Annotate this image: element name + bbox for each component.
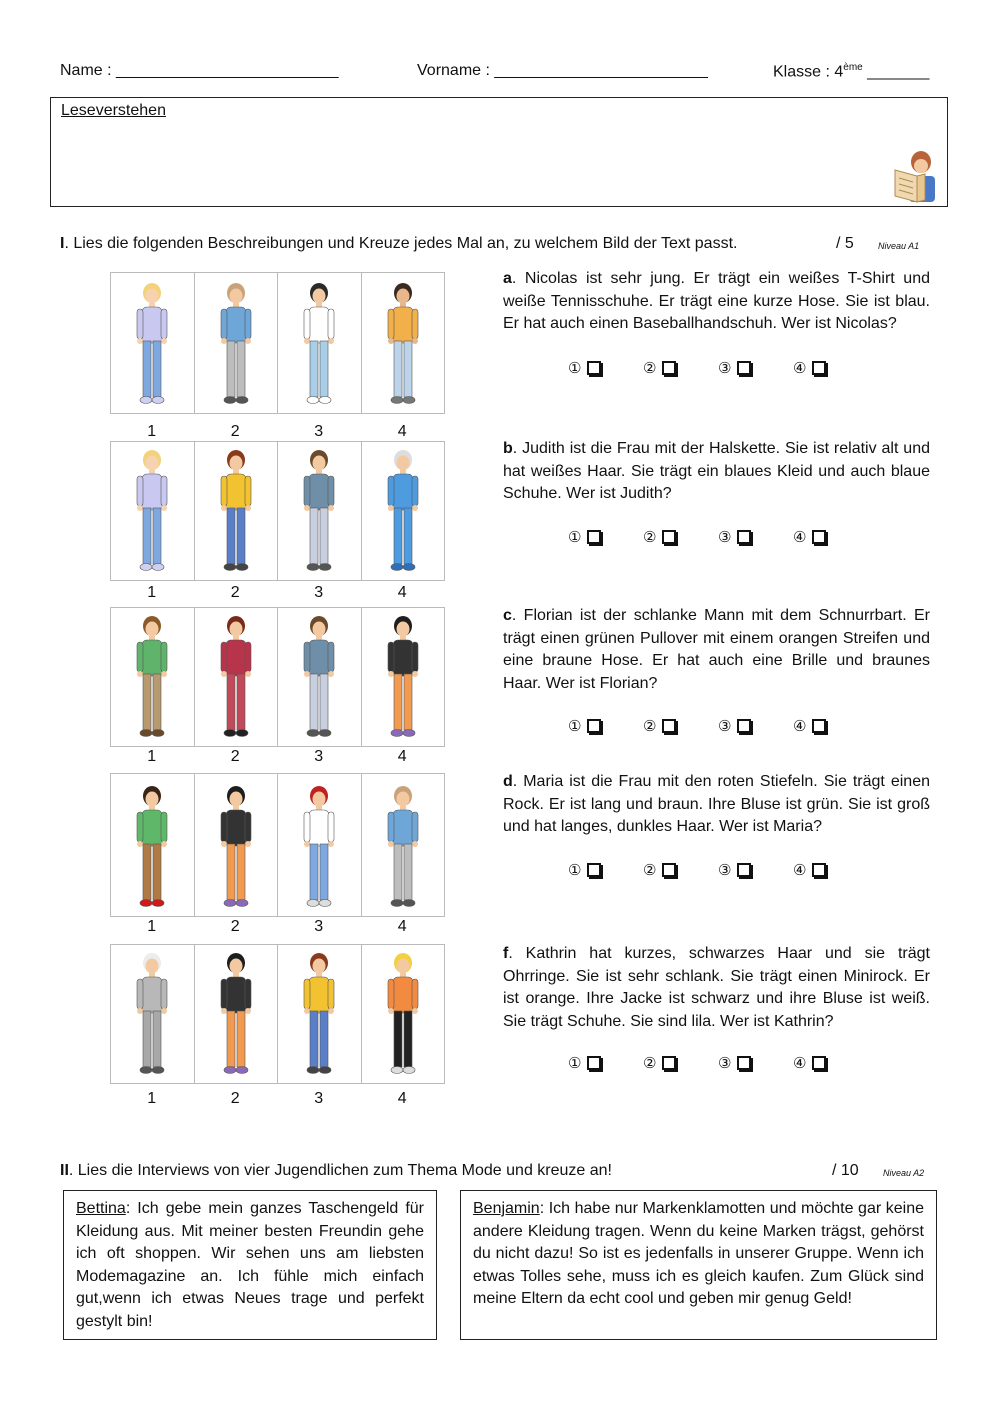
answer-option-2[interactable] xyxy=(643,528,718,546)
option-number: ② xyxy=(643,1055,657,1072)
name-field[interactable] xyxy=(60,62,338,80)
question-letter: d xyxy=(503,773,513,790)
answer-options xyxy=(568,359,868,377)
option-number: ④ xyxy=(793,529,807,546)
answer-option-2[interactable] xyxy=(643,1054,718,1072)
klasse-blank: _______ xyxy=(862,63,930,81)
person-figure-3 xyxy=(277,607,362,747)
option-number: ③ xyxy=(718,360,732,377)
question-text: . Florian ist der schlanke Mann mit dem Schnurrbart. Er trägt einen grünen Pullover mit einem orangen Streifen und eine braune Hose. Er hat auch eine Brille und braunes Haar. Wer ist Florian? xyxy=(503,607,930,692)
klasse-label: Klasse : 4 xyxy=(773,63,844,81)
picture-number: 3 xyxy=(314,918,324,935)
person-figure-4 xyxy=(361,607,446,747)
picture-number: 2 xyxy=(230,423,240,440)
answer-option-3[interactable] xyxy=(718,528,793,546)
section2-num: II xyxy=(60,1162,69,1179)
question-d xyxy=(503,771,930,839)
section2-score: / 10 xyxy=(832,1162,859,1179)
picture-number: 1 xyxy=(147,423,157,440)
person-figure-1 xyxy=(110,607,195,747)
option-number: ④ xyxy=(793,862,807,879)
picture-numbers xyxy=(110,584,444,602)
picture-number: 1 xyxy=(147,918,157,935)
question-letter: c xyxy=(503,607,512,624)
person-figure-1 xyxy=(110,272,195,414)
answer-options xyxy=(568,1054,868,1072)
checkbox-icon[interactable] xyxy=(587,361,601,375)
question-text: . Kathrin hat kurzes, schwarzes Haar und sie trägt Ohrringe. Sie ist sehr schlank. Sie trägt einen Minirock. Er ist orange. Ihre Jacke ist schwarz und ihre Bluse ist weiß. Sie trägt Schuhe. Sie sind lila. Wer ist Kathrin? xyxy=(503,945,930,1030)
answer-option-4[interactable] xyxy=(793,1054,868,1072)
checkbox-icon[interactable] xyxy=(737,1056,751,1070)
picture-number: 3 xyxy=(314,423,324,440)
person-figure-3 xyxy=(277,944,362,1084)
reading-person-icon xyxy=(891,150,941,204)
answer-option-3[interactable] xyxy=(718,359,793,377)
checkbox-icon[interactable] xyxy=(587,1056,601,1070)
answer-option-1[interactable] xyxy=(568,528,643,546)
person-figure-4 xyxy=(361,441,446,581)
option-number: ④ xyxy=(793,360,807,377)
picture-number: 3 xyxy=(314,748,324,765)
option-number: ③ xyxy=(718,1055,732,1072)
checkbox-icon[interactable] xyxy=(662,863,676,877)
answer-option-2[interactable] xyxy=(643,359,718,377)
option-number: ③ xyxy=(718,718,732,735)
picture-number: 3 xyxy=(314,584,324,601)
option-number: ② xyxy=(643,718,657,735)
checkbox-icon[interactable] xyxy=(662,530,676,544)
question-a xyxy=(503,268,930,336)
question-text: . Nicolas ist sehr jung. Er trägt ein weißes T-Shirt und weiße Tennisschuhe. Er trägt eine kurze Hose. Sie ist blau. Er hat auch einen Baseballhandschuh. Wer ist Nicolas? xyxy=(503,270,930,332)
picture-number: 3 xyxy=(314,1090,324,1107)
picture-number: 1 xyxy=(147,1090,157,1107)
interview-name: Benjamin xyxy=(473,1200,540,1217)
option-number: ① xyxy=(568,718,582,735)
person-figure-3 xyxy=(277,441,362,581)
option-number: ② xyxy=(643,529,657,546)
question-letter: b xyxy=(503,440,513,457)
answer-options xyxy=(568,861,868,879)
picture-number: 2 xyxy=(230,1090,240,1107)
person-figure-4 xyxy=(361,944,446,1084)
leseverstehen-title: Leseverstehen xyxy=(61,102,166,119)
answer-option-4[interactable] xyxy=(793,359,868,377)
answer-options xyxy=(568,528,868,546)
answer-option-2[interactable] xyxy=(643,861,718,879)
answer-option-1[interactable] xyxy=(568,1054,643,1072)
answer-option-3[interactable] xyxy=(718,861,793,879)
answer-option-3[interactable] xyxy=(718,717,793,735)
person-figure-4 xyxy=(361,773,446,917)
picture-row xyxy=(110,272,444,414)
checkbox-icon[interactable] xyxy=(812,719,826,733)
answer-option-4[interactable] xyxy=(793,717,868,735)
checkbox-icon[interactable] xyxy=(812,530,826,544)
option-number: ① xyxy=(568,529,582,546)
person-figure-3 xyxy=(277,272,362,414)
answer-option-1[interactable] xyxy=(568,861,643,879)
option-number: ① xyxy=(568,862,582,879)
picture-numbers xyxy=(110,918,444,936)
interview-text: : Ich gebe mein ganzes Taschengeld für Kleidung aus. Mit meiner besten Freundin gehe ich oft shoppen. Wir sehen uns am liebsten Modemagazine an. Ich fühle mich einfach gut,wenn ich etwas Neues trage und perfekt gestylt bin! xyxy=(76,1200,424,1330)
interview-benjamin xyxy=(460,1190,937,1340)
question-b xyxy=(503,438,930,506)
section1-niveau: Niveau A1 xyxy=(878,241,920,251)
section1-score: / 5 xyxy=(836,235,854,252)
section1-heading xyxy=(60,235,737,253)
person-figure-1 xyxy=(110,441,195,581)
option-number: ② xyxy=(643,360,657,377)
checkbox-icon[interactable] xyxy=(812,863,826,877)
option-number: ③ xyxy=(718,862,732,879)
picture-number: 1 xyxy=(147,748,157,765)
leseverstehen-box xyxy=(50,97,948,207)
section1-instruction: . Lies die folgenden Beschreibungen und Kreuze jedes Mal an, zu welchem Bild der Text passt. xyxy=(64,235,738,252)
option-number: ③ xyxy=(718,529,732,546)
option-number: ④ xyxy=(793,1055,807,1072)
checkbox-icon[interactable] xyxy=(662,1056,676,1070)
option-number: ② xyxy=(643,862,657,879)
picture-number: 2 xyxy=(230,918,240,935)
vorname-label: Vorname : ________________________ xyxy=(417,62,708,79)
picture-numbers xyxy=(110,748,444,766)
option-number: ① xyxy=(568,360,582,377)
question-letter: a xyxy=(503,270,512,287)
question-text: . Maria ist die Frau mit den roten Stiefeln. Sie trägt einen Rock. Er ist lang und braun. Ihre Bluse ist grün. Sie ist groß und hat langes, dunkles Haar. Wer ist Maria? xyxy=(503,773,930,835)
person-figure-2 xyxy=(194,773,279,917)
picture-row xyxy=(110,944,444,1084)
picture-number: 1 xyxy=(147,584,157,601)
checkbox-icon[interactable] xyxy=(587,863,601,877)
checkbox-icon[interactable] xyxy=(737,361,751,375)
option-number: ④ xyxy=(793,718,807,735)
question-letter: f xyxy=(503,945,509,962)
answer-option-1[interactable] xyxy=(568,717,643,735)
interview-text: : Ich habe nur Markenklamotten und möchte gar keine andere Kleidung tragen. Wenn du keine Marken trägst, gehörst du nicht dazu! So ist es jedenfalls in unserer Gruppe. Wenn ich etwas Tolles sehe, muss ich es gleich kaufen. Zum Glück sind meine Eltern da echt cool und geben mir genug Geld! xyxy=(473,1200,924,1307)
picture-number: 4 xyxy=(397,748,407,765)
picture-numbers xyxy=(110,423,444,441)
person-figure-2 xyxy=(194,272,279,414)
question-c xyxy=(503,605,930,695)
picture-number: 4 xyxy=(397,584,407,601)
answer-option-3[interactable] xyxy=(718,1054,793,1072)
picture-number: 4 xyxy=(397,918,407,935)
question-f xyxy=(503,943,930,1033)
section2-heading xyxy=(60,1162,612,1180)
person-figure-1 xyxy=(110,773,195,917)
picture-row xyxy=(110,607,444,747)
checkbox-icon[interactable] xyxy=(587,530,601,544)
section2-niveau: Niveau A2 xyxy=(883,1168,925,1178)
picture-row xyxy=(110,441,444,581)
checkbox-icon[interactable] xyxy=(737,719,751,733)
vorname-field[interactable] xyxy=(417,62,708,80)
answer-options xyxy=(568,717,868,735)
person-figure-2 xyxy=(194,441,279,581)
answer-option-1[interactable] xyxy=(568,359,643,377)
person-figure-4 xyxy=(361,272,446,414)
person-figure-1 xyxy=(110,944,195,1084)
picture-number: 4 xyxy=(397,1090,407,1107)
person-figure-3 xyxy=(277,773,362,917)
checkbox-icon[interactable] xyxy=(812,361,826,375)
checkbox-icon[interactable] xyxy=(662,361,676,375)
klasse-field[interactable] xyxy=(773,62,929,81)
interview-bettina xyxy=(63,1190,437,1340)
checkbox-icon[interactable] xyxy=(662,719,676,733)
picture-number: 2 xyxy=(230,584,240,601)
checkbox-icon[interactable] xyxy=(737,863,751,877)
checkbox-icon[interactable] xyxy=(587,719,601,733)
name-label: Name : _________________________ xyxy=(60,62,339,79)
picture-row xyxy=(110,773,444,917)
section1-num: I xyxy=(60,235,65,252)
answer-option-4[interactable] xyxy=(793,861,868,879)
checkbox-icon[interactable] xyxy=(812,1056,826,1070)
picture-number: 2 xyxy=(230,748,240,765)
klasse-sup: ème xyxy=(843,62,863,73)
option-number: ① xyxy=(568,1055,582,1072)
person-figure-2 xyxy=(194,944,279,1084)
answer-option-2[interactable] xyxy=(643,717,718,735)
person-figure-2 xyxy=(194,607,279,747)
picture-number: 4 xyxy=(397,423,407,440)
interview-name: Bettina xyxy=(76,1200,126,1217)
question-text: . Judith ist die Frau mit der Halskette. Sie ist relativ alt und hat weißes Haar. Sie trägt ein blaues Kleid und auch blaue Schuhe. Wer ist Judith? xyxy=(503,440,930,502)
section2-instruction: . Lies die Interviews von vier Jugendlichen zum Thema Mode und kreuze an! xyxy=(68,1162,612,1179)
checkbox-icon[interactable] xyxy=(737,530,751,544)
answer-option-4[interactable] xyxy=(793,528,868,546)
picture-numbers xyxy=(110,1090,444,1108)
